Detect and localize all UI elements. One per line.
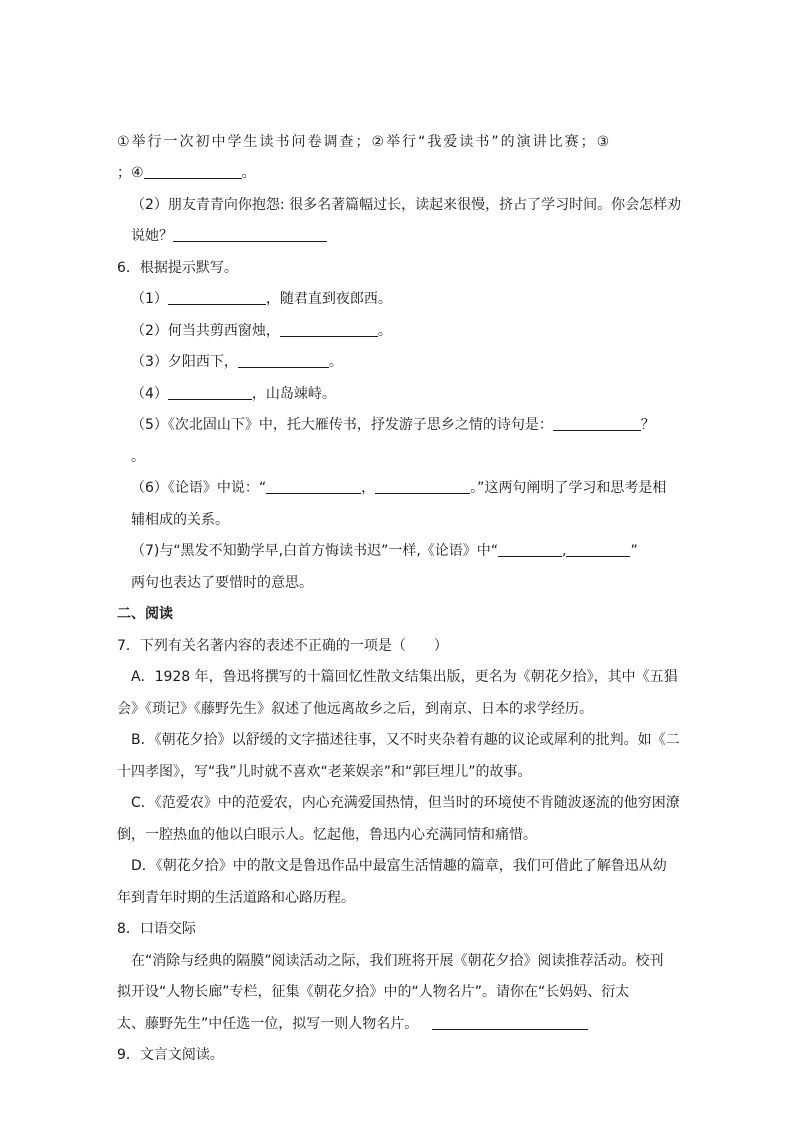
q6-title: 6．根据提示默写。 xyxy=(117,260,238,276)
q6-item6-line2: 辅相成的关系。 xyxy=(131,512,229,528)
q7-option-a-line2: 会》《琐记》《藤野先生》叙述了他远离故乡之后，到南京、日本的求学经历。 xyxy=(117,701,593,717)
q8-title: 8．口语交际 xyxy=(117,921,196,937)
q6-item1: （1） ，随君直到夜郎西。 xyxy=(131,291,392,307)
q6-item7-line2: 两句也表达了要惜时的意思。 xyxy=(131,575,313,591)
q6-item7: （7)与“黑发不知勤学早,白首方悔读书迟”一样,《论语》中“ , ” xyxy=(131,543,638,559)
q7-option-c-line2: 倒，一腔热血的他以白眼示人。忆起他，鲁迅内心充满同情和痛惜。 xyxy=(117,827,537,843)
q7-title: 7．下列有关名著内容的表述不正确的一项是（ ） xyxy=(117,638,448,654)
q6-item5-line2: 。 xyxy=(131,449,145,465)
answer-blank[interactable] xyxy=(238,353,329,368)
q5-sub2-line1: （2）朋友青青向你抱怨: 很多名著篇幅过长，读起来很慢，挤占了学习时间。你会怎样劝 xyxy=(131,197,682,213)
q8-line2: 拟开设“人物长廊”专栏，征集《朝花夕拾》中的“人物名片”。请你在“长妈妈、衍太 xyxy=(117,984,630,1000)
q7-option-d-line2: 年到青年时期的生活道路和心路历程。 xyxy=(117,890,355,906)
q5-line2: ；④ 。 xyxy=(117,165,256,181)
q8-line1: 在“消除与经典的隔膜”阅读活动之际，我们班将开展《朝花夕拾》阅读推荐活动。校刊 xyxy=(131,953,664,969)
q9-title: 9．文言文阅读。 xyxy=(117,1047,224,1063)
answer-blank[interactable] xyxy=(375,479,470,494)
answer-blank[interactable] xyxy=(168,290,266,305)
q5-line1: ①举行一次初中学生读书问卷调查；②举行“我爱读书”的演讲比赛；③ xyxy=(117,134,612,150)
q6-item5: （5）《次北固山下》中，托大雁传书，抒发游子思乡之情的诗句是： ？ xyxy=(131,417,655,433)
q6-item6: （6）《论语》中说：“ ， 。”这两句阐明了学习和思考是相 xyxy=(131,480,667,496)
q6-item2: （2）何当共剪西窗烛， 。 xyxy=(131,323,392,339)
answer-blank[interactable] xyxy=(266,479,361,494)
q7-option-b-line1: B．《朝花夕拾》以舒缓的文字描述往事，又不时夹杂着有趣的议论或犀利的批判。如《二 xyxy=(131,732,680,748)
answer-blank[interactable] xyxy=(432,1015,588,1030)
q7-option-c-line1: C．《范爱农》中的范爱农，内心充满爱国热情，但当时的环境使不肯随波逐流的他穷困潦 xyxy=(131,795,680,811)
answer-blank[interactable] xyxy=(168,385,252,400)
answer-blank[interactable] xyxy=(553,416,641,431)
answer-blank[interactable] xyxy=(144,164,242,179)
answer-blank[interactable] xyxy=(498,542,562,557)
q8-line3: 太、藤野先生”中任选一位，拟写一则人物名片。 xyxy=(117,1015,588,1033)
q6-item3: （3）夕阳西下， 。 xyxy=(131,354,343,370)
answer-blank[interactable] xyxy=(280,322,378,337)
q6-item4: （4） ，山岛竦峙。 xyxy=(131,386,336,402)
q7-option-d-line1: D．《朝花夕拾》中的散文是鲁迅作品中最富生活情趣的篇章，我们可借此了解鲁迅从幼 xyxy=(131,858,667,874)
answer-blank[interactable] xyxy=(173,227,327,242)
q7-option-b-line2: 十四孝图》，写“我”儿时就不喜欢“老莱娱亲”和“郭巨埋儿”的故事。 xyxy=(117,764,532,780)
answer-blank[interactable] xyxy=(566,542,630,557)
q5-sub2-line2: 说她？ xyxy=(131,227,327,245)
section-heading: 二、阅读 xyxy=(117,606,173,622)
q7-option-a-line1: A．1928 年，鲁迅将撰写的十篇回忆性散文结集出版，更名为《朝花夕拾》，其中《五猖 xyxy=(131,669,678,685)
